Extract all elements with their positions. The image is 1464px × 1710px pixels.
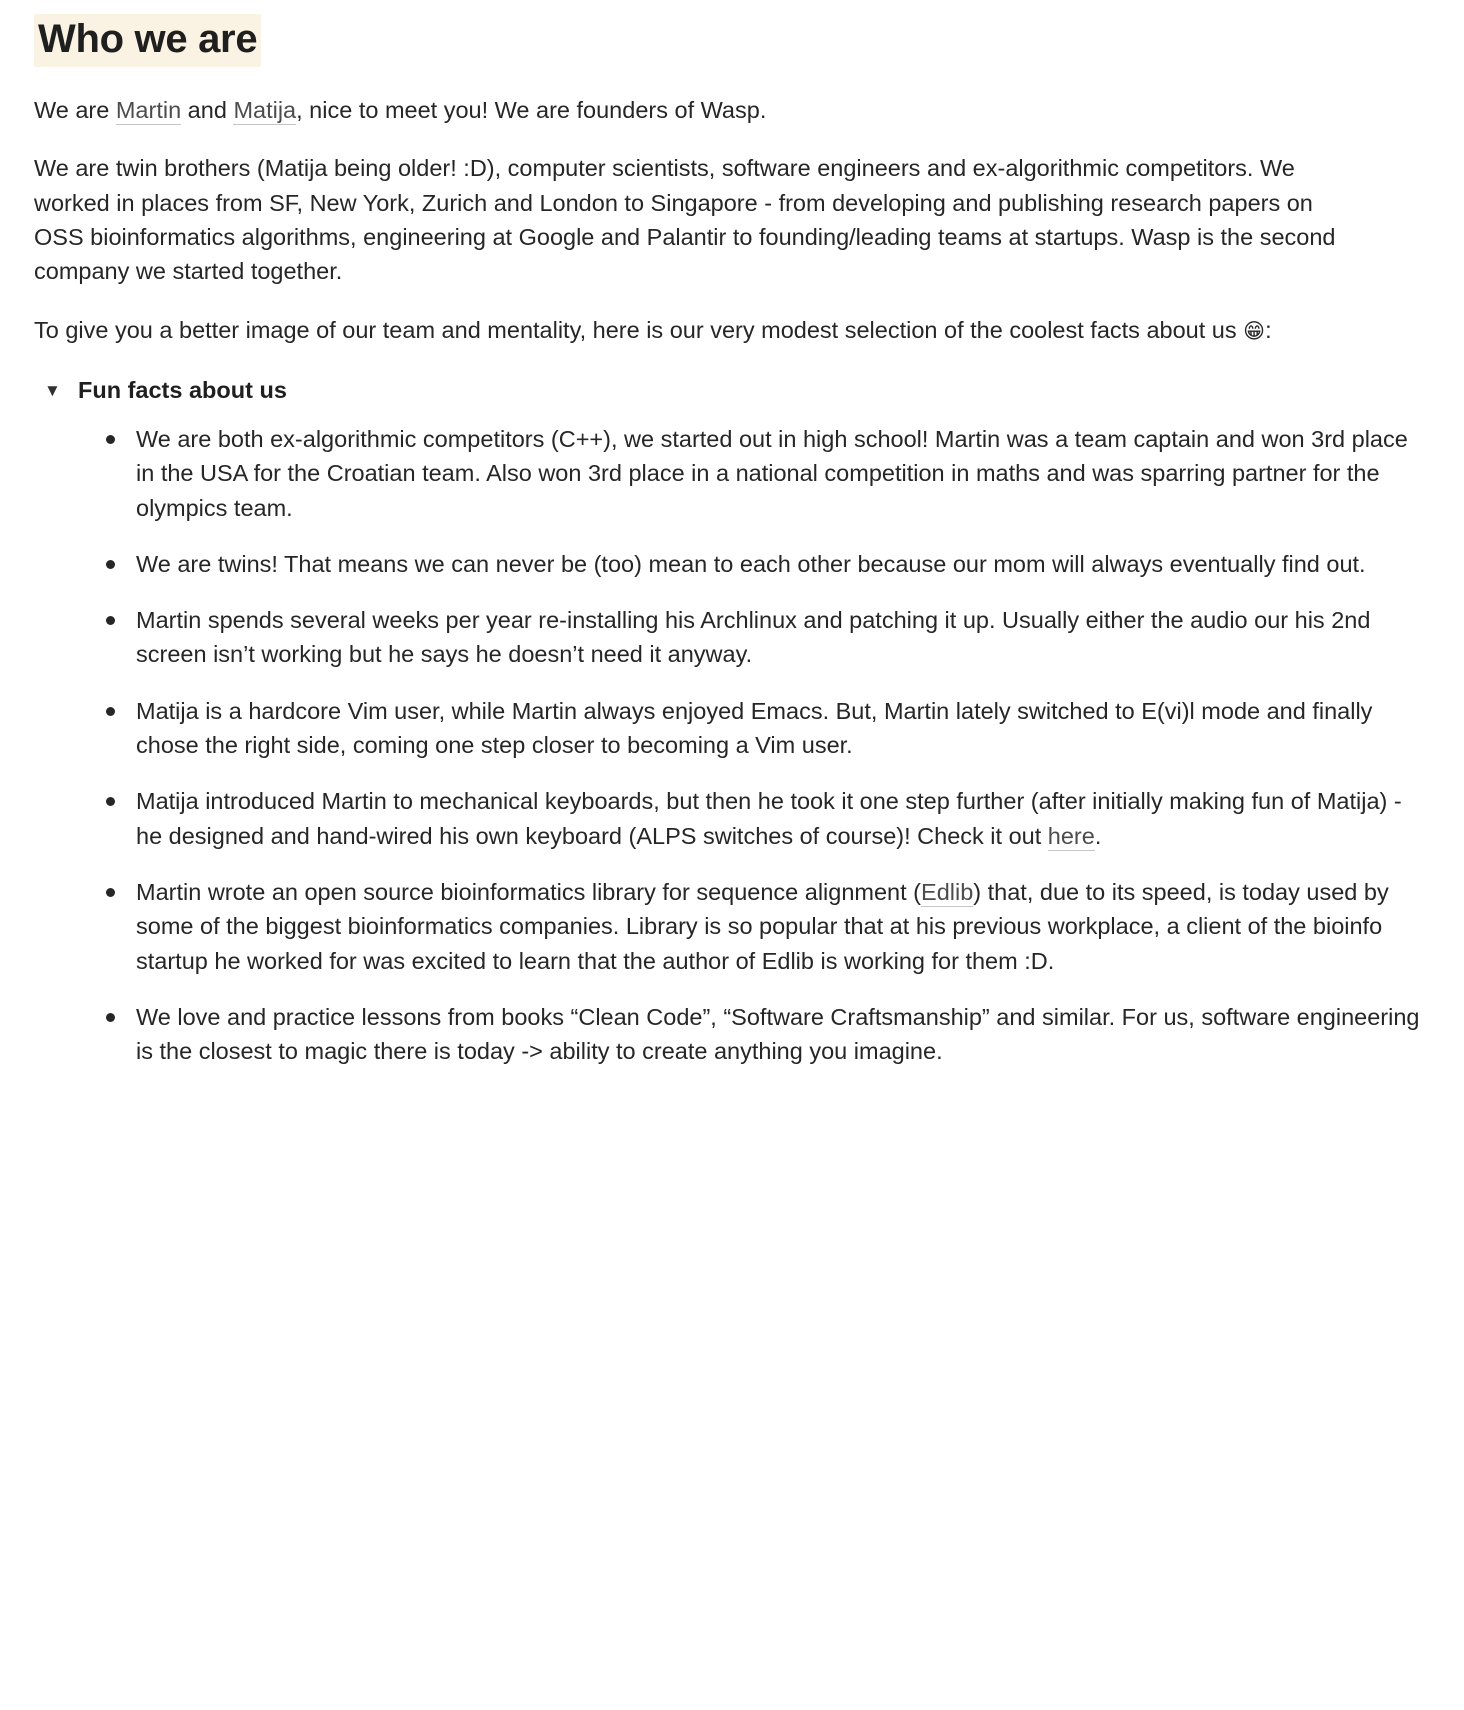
fun-facts-list	[34, 422, 1424, 1068]
edlib-link[interactable]: Edlib	[921, 878, 974, 905]
triangle-down-icon[interactable]: ▼	[44, 380, 61, 400]
list-item	[100, 784, 1424, 853]
fun-facts-toggle-header[interactable]	[44, 377, 1424, 404]
fun-facts-toggle-block	[34, 377, 1424, 1068]
list-item: We are twins! That means we can never be (too) mean to each other because our mom will always eventually find out.	[100, 547, 1424, 581]
intro-text-middle: and	[181, 97, 234, 124]
martin-link[interactable]: Martin	[115, 97, 182, 124]
list-item-text-before: Martin wrote an open source bioinformatics library for sequence alignment (	[136, 878, 922, 905]
matija-link[interactable]: Matija	[233, 97, 297, 124]
list-item: Martin spends several weeks per year re-installing his Archlinux and patching it up. Usually either the audio our his 2nd screen isn’t working but he says he doesn’t need it anyway.	[100, 603, 1424, 672]
list-item-text-after: .	[1094, 822, 1102, 849]
intro-text-after: , nice to meet you! We are founders of Wasp.	[296, 97, 767, 124]
bio-paragraph: We are twin brothers (Matija being older! :D), computer scientists, software engineers and ex-algorithmic competitors. We worked in places from SF, New York, Zurich and London to Singapore - from developing and publishing research papers on OSS bioinformatics algorithms, engineering at Google and Palantir to founding/leading teams at startups. Wasp is the second company we started together.	[34, 155, 1336, 285]
list-item-text-after: ) that, due to its speed, is today used by some of the biggest bioinformatics companies. Library is so popular that at his previous workplace, a client of the bioinfo startup he worked for was excited to learn that the author of Edlib is working for them :D.	[136, 878, 1389, 974]
grinning-face-emoji-icon: 😁	[1243, 318, 1266, 343]
lead-in-text-after: :	[1265, 316, 1272, 343]
page-title: Who we are	[34, 14, 261, 67]
list-item-text-before: Matija introduced Martin to mechanical keyboards, but then he took it one step further (after initially making fun of Matija) - he designed and hand-wired his own keyboard (ALPS switches of course)! Check it out	[136, 788, 1402, 849]
list-item: Matija is a hardcore Vim user, while Martin always enjoyed Emacs. But, Martin lately switched to E(vi)l mode and finally chose the right side, coming one step closer to becoming a Vim user.	[100, 694, 1424, 763]
intro-paragraph	[34, 93, 1364, 127]
fun-facts-toggle-title: Fun facts about us	[78, 376, 287, 403]
list-item	[100, 875, 1424, 978]
list-item: We are both ex-algorithmic competitors (C++), we started out in high school! Martin was a team captain and won 3rd place in the USA for the Croatian team. Also won 3rd place in a national competition in maths and was sparring partner for the olympics team.	[100, 422, 1424, 525]
intro-text-before: We are	[34, 97, 116, 124]
lead-in-text-before: To give you a better image of our team and mentality, here is our very modest selection of the coolest facts about us	[34, 316, 1244, 343]
list-item: We love and practice lessons from books “Clean Code”, “Software Craftsmanship” and similar. For us, software engineering is the closest to magic there is today -> ability to create anything you imagine.	[100, 1000, 1424, 1069]
lead-in-paragraph	[34, 313, 1364, 347]
keyboard-here-link[interactable]: here	[1047, 822, 1095, 849]
